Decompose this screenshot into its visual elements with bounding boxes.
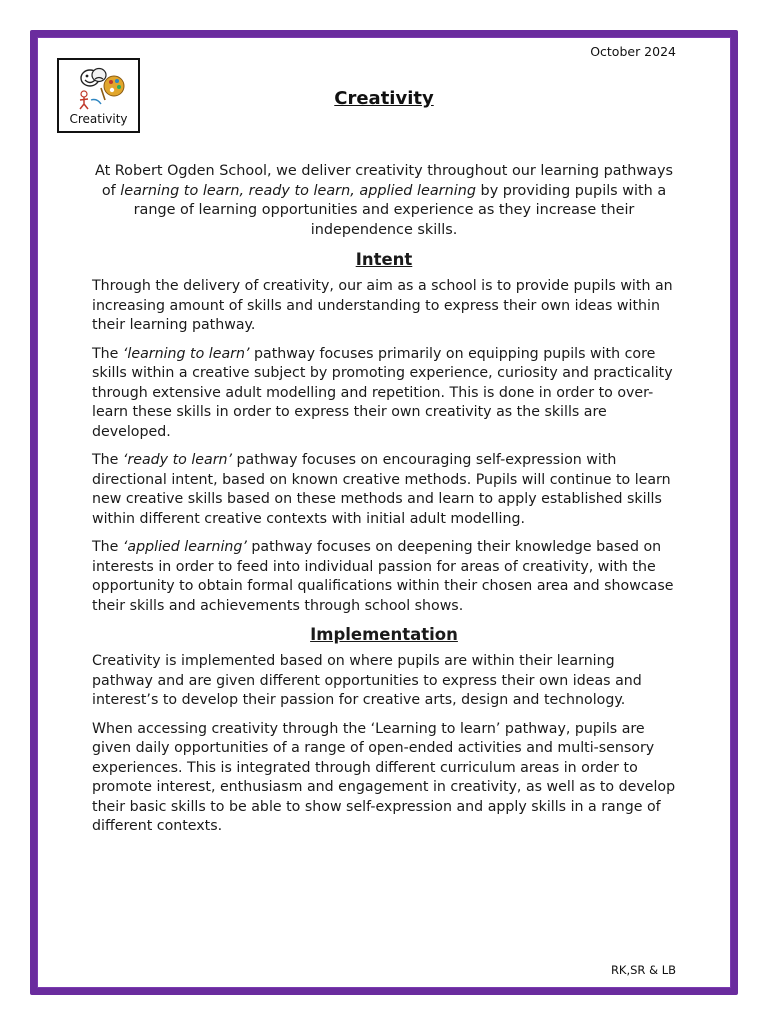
intent-p3-post: pathway focuses on encouraging self-expression with directional intent, based on known creative methods. Pupils will continue to learn new creative skills based on these methods and learn to apply established skills within different creative contexts with initial adult modelling. [92,452,671,527]
intent-p2-post: pathway focuses primarily on equipping pupils with core skills within a creative subject by promoting experience, curiosity and practicality through extensive adult modelling and repetition. This is done in order to over-learn these skills in order to express their own creativity as the skills are developed. [92,345,673,440]
page-title: Creativity [334,88,434,109]
intro-pathways: learning to learn, ready to learn, applied learning [120,182,476,199]
author-initials: RK,SR & LB [610,963,676,977]
intent-p4-pre: The [92,539,123,556]
intent-p3-pathway: ‘ready to learn’ [122,452,233,469]
intent-paragraph-4 [92,538,676,616]
intent-p2-pathway: ‘learning to learn’ [122,345,250,362]
intent-paragraph-3 [92,451,676,529]
document-body [92,162,676,846]
intro-text-1: At Robert Ogden School, we deliver creativity throughout our learning pathways of [95,163,673,199]
document-date: October 2024 [590,44,676,59]
implementation-paragraph-2: When accessing creativity through the ‘Learning to learn’ pathway, pupils are given daily opportunities of a range of open-ended activities and multi-sensory experiences. This is integrated through different curriculum areas in order to promote interest, enthusiasm and engagement in creativity, as well as to develop their basic skills to be able to show self-expression and apply skills in a range of different contexts. [92,720,676,835]
intro-paragraph [92,162,676,240]
logo-label: Creativity [69,112,128,126]
implementation-heading: Implementation [310,625,458,645]
intent-p2-pre: The [92,345,123,362]
intent-heading: Intent [355,250,413,270]
intent-paragraph-2 [92,345,676,443]
intent-p4-post: pathway focuses on deepening their knowledge based on interests in order to feed into individual passion for areas of creativity, with the opportunity to obtain formal qualifications within their chosen area and showcase their skills and achievements through school shows. [92,539,674,614]
intent-paragraph-1: Through the delivery of creativity, our aim as a school is to provide pupils with an increasing amount of skills and understanding to express their own ideas within their learning pathway. [92,278,673,334]
intent-p4-pathway: ‘applied learning’ [122,539,247,556]
intro-text-2: by providing pupils with a range of learning opportunities and experience as they increase their independence skills. [133,182,667,238]
intent-p3-pre: The [92,452,123,469]
implementation-paragraph-1: Creativity is implemented based on where pupils are within their learning pathway and are given different opportunities to express their own ideas and interest’s to develop their passion for creative arts, design and technology. [92,653,642,709]
